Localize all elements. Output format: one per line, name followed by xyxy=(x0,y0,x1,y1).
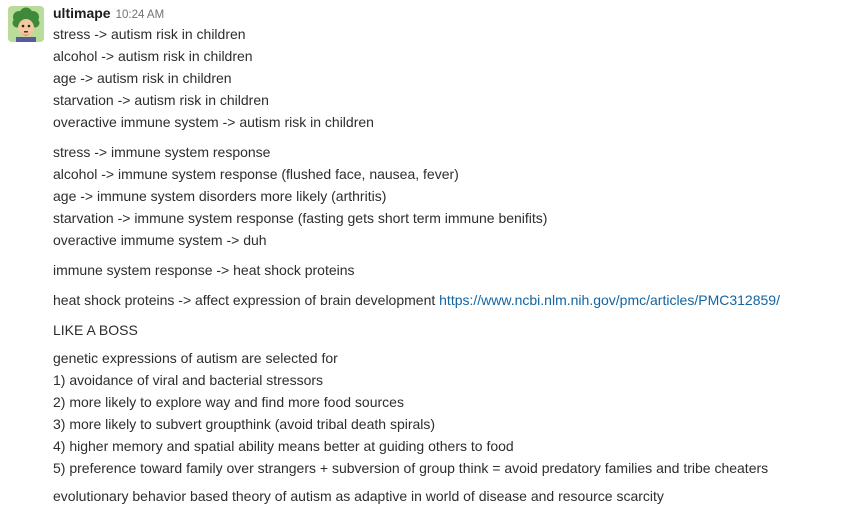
text-line: 2) more likely to explore way and find more food sources xyxy=(53,394,404,410)
username[interactable]: ultimape xyxy=(53,5,111,21)
text-line: stress -> autism risk in children xyxy=(53,26,246,42)
text-line: stress -> immune system response xyxy=(53,144,271,160)
text-line: alcohol -> immune system response (flushed face, nausea, fever) xyxy=(53,166,459,182)
avatar[interactable] xyxy=(8,6,44,42)
text-line: overactive immune system -> autism risk in children xyxy=(53,114,374,130)
cartoon-face-avatar-icon xyxy=(8,6,44,42)
text-line: 3) more likely to subvert groupthink (avoid tribal death spirals) xyxy=(53,416,436,432)
text-line: 5) preference toward family over strangers + subversion of group think = avoid predatory families and tribe cheaters xyxy=(53,460,769,476)
paragraph-4 xyxy=(53,289,848,311)
paragraph-5 xyxy=(53,319,848,341)
paragraph-1 xyxy=(53,23,848,133)
message-body xyxy=(53,23,848,507)
article-link[interactable]: https://www.ncbi.nlm.nih.gov/pmc/articles/PMC312859/ xyxy=(439,292,780,308)
timestamp[interactable]: 10:24 AM xyxy=(115,9,165,21)
paragraph-2 xyxy=(53,141,848,251)
text-line: starvation -> autism risk in children xyxy=(53,92,269,108)
message-header xyxy=(53,5,164,25)
paragraph-7 xyxy=(53,485,848,507)
text-segment: heat shock proteins -> affect expression of brain development xyxy=(53,292,440,308)
text-line: 4) higher memory and spatial ability means better at guiding others to food xyxy=(53,438,514,454)
text-line: age -> immune system disorders more likely (arthritis) xyxy=(53,188,387,204)
text-line: alcohol -> autism risk in children xyxy=(53,48,253,64)
text-line xyxy=(53,289,848,311)
text-line: LIKE A BOSS xyxy=(53,322,138,338)
text-line: evolutionary behavior based theory of autism as adaptive in world of disease and resource scarcity xyxy=(53,488,664,504)
text-line: starvation -> immune system response (fasting gets short term immune benifits) xyxy=(53,210,548,226)
text-line: genetic expressions of autism are selected for xyxy=(53,350,338,366)
text-line: age -> autism risk in children xyxy=(53,70,232,86)
text-line: 1) avoidance of viral and bacterial stressors xyxy=(53,372,324,388)
text-line: overactive immume system -> duh xyxy=(53,232,267,248)
paragraph-3 xyxy=(53,259,848,281)
paragraph-6 xyxy=(53,347,848,479)
text-line: immune system response -> heat shock proteins xyxy=(53,262,355,278)
